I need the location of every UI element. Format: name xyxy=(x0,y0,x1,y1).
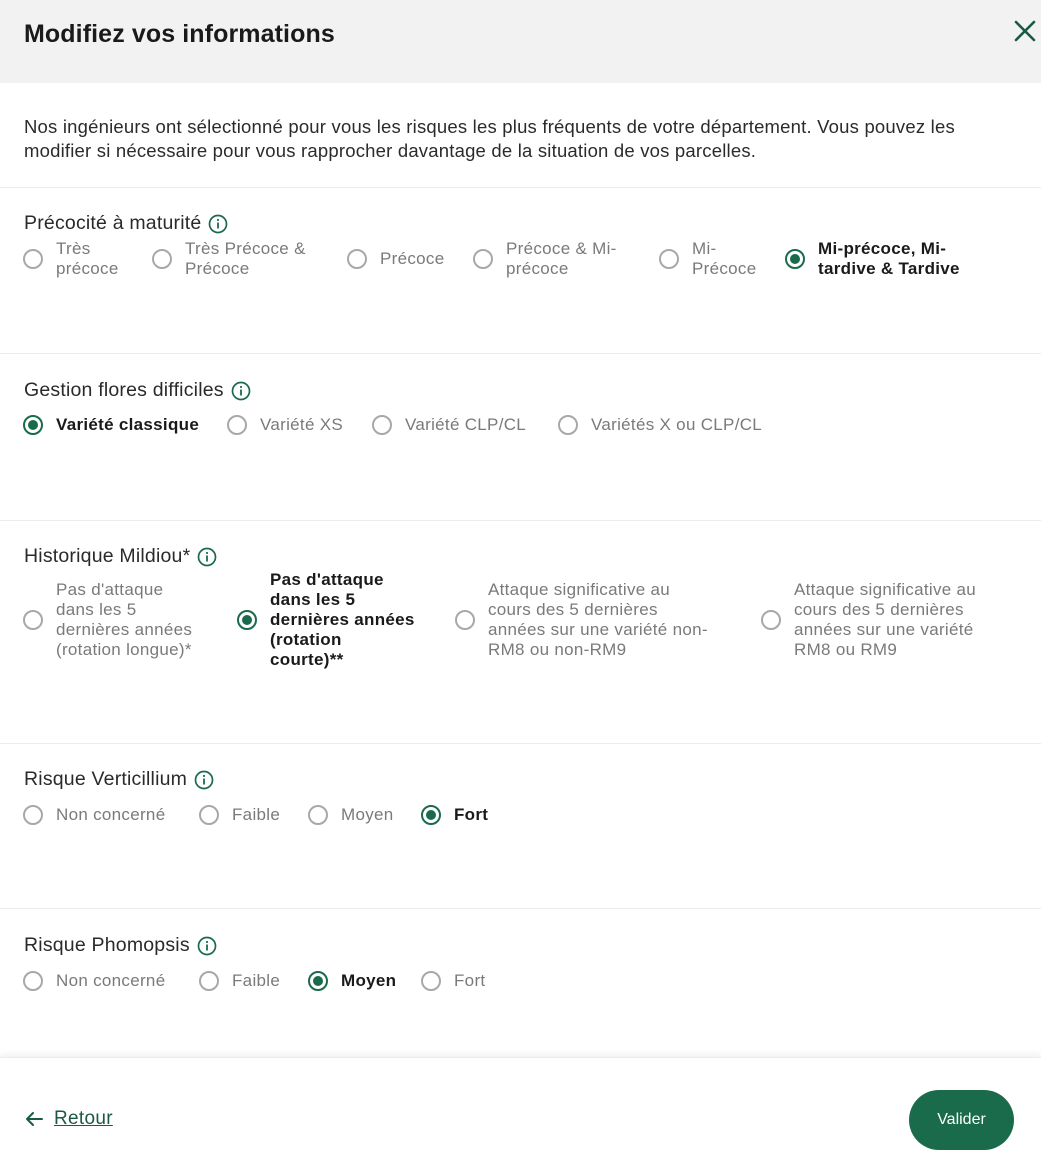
radio-flores-variete-xs[interactable] xyxy=(227,415,343,435)
radio-label: Fort xyxy=(454,971,486,990)
radio-circle[interactable] xyxy=(347,249,367,269)
radio-mildiou-attaque-rm8[interactable] xyxy=(761,580,976,660)
radio-precocite-tres-precoce[interactable] xyxy=(23,239,119,279)
radio-label: Variété XS xyxy=(260,415,344,434)
radio-mildiou-rotation-longue[interactable] xyxy=(23,580,192,660)
info-icon[interactable] xyxy=(208,214,228,234)
radio-label: Non concerné xyxy=(56,971,166,990)
divider xyxy=(0,743,1041,744)
radio-label: Variété classique xyxy=(56,415,200,434)
radio-label: Précoce xyxy=(380,249,445,268)
radio-phomopsis-non-concerne[interactable] xyxy=(23,971,165,991)
radio-precocite-mi-precoce[interactable] xyxy=(659,239,756,279)
close-icon xyxy=(1010,16,1040,46)
radio-verticillium-moyen[interactable] xyxy=(308,805,394,825)
intro-text: Nos ingénieurs ont sélectionné pour vous les risques les plus fréquents de votre département. Vous pouvez les modifier si nécessaire pour vous rapprocher davantage de la situation de vos parcelles. xyxy=(24,116,955,161)
radio-verticillium-faible[interactable] xyxy=(199,805,280,825)
radio-mildiou-attaque-non-rm8[interactable] xyxy=(455,580,708,660)
divider xyxy=(0,187,1041,188)
radio-circle[interactable] xyxy=(473,249,493,269)
validate-button[interactable]: Valider xyxy=(909,1090,1014,1150)
section-title-precocite xyxy=(24,212,228,235)
radio-label: Moyen xyxy=(341,971,397,990)
radio-precocite-precoce[interactable] xyxy=(347,249,444,269)
radio-mildiou-rotation-courte[interactable] xyxy=(237,570,415,670)
divider xyxy=(0,908,1041,909)
radio-phomopsis-faible[interactable] xyxy=(199,971,280,991)
back-link-label[interactable]: Retour xyxy=(54,1108,113,1129)
radio-label: Fort xyxy=(454,805,489,824)
radio-circle[interactable] xyxy=(659,249,679,269)
radio-label: Pas d'attaque dans les 5 dernières années (rotation longue)* xyxy=(56,580,193,659)
section-title-flores xyxy=(24,379,251,402)
radio-circle[interactable] xyxy=(421,805,441,825)
radio-circle[interactable] xyxy=(785,249,805,269)
radio-label: Très précoce xyxy=(56,239,119,278)
radio-label: Attaque significative au cours des 5 dernières années sur une variété non- RM8 ou non-RM9 xyxy=(488,580,708,659)
dialog-footer xyxy=(0,1057,1041,1157)
radio-circle[interactable] xyxy=(308,971,328,991)
info-icon[interactable] xyxy=(197,936,217,956)
section-title-label: Risque Phomopsis xyxy=(24,934,190,956)
arrow-left-icon xyxy=(24,1109,44,1129)
radio-label: Pas d'attaque dans les 5 dernières années (rotation courte)** xyxy=(270,570,415,669)
dialog-header xyxy=(0,0,1041,83)
radio-label: Attaque significative au cours des 5 dernières années sur une variété RM8 ou RM9 xyxy=(794,580,977,659)
radio-circle[interactable] xyxy=(199,971,219,991)
radio-verticillium-non-concerne[interactable] xyxy=(23,805,165,825)
radio-circle[interactable] xyxy=(372,415,392,435)
radio-circle[interactable] xyxy=(23,249,43,269)
radio-circle[interactable] xyxy=(23,971,43,991)
radio-flores-variete-clp-cl[interactable] xyxy=(372,415,526,435)
radio-label: Variétés X ou CLP/CL xyxy=(591,415,763,434)
back-link[interactable] xyxy=(24,1108,113,1130)
radio-circle[interactable] xyxy=(455,610,475,630)
radio-flores-variete-classique[interactable] xyxy=(23,415,199,435)
radio-phomopsis-fort[interactable] xyxy=(421,971,485,991)
radio-circle[interactable] xyxy=(421,971,441,991)
radio-label: Mi- Précoce xyxy=(692,239,757,278)
radio-label: Faible xyxy=(232,971,281,990)
radio-precocite-precoce-mi-precoce[interactable] xyxy=(473,239,617,279)
radio-phomopsis-moyen[interactable] xyxy=(308,971,396,991)
info-icon[interactable] xyxy=(197,547,217,567)
radio-circle[interactable] xyxy=(23,805,43,825)
radio-label: Variété CLP/CL xyxy=(405,415,527,434)
radio-flores-varietes-x-ou-clp-cl[interactable] xyxy=(558,415,762,435)
section-title-label: Historique Mildiou* xyxy=(24,545,191,567)
radio-label: Mi-précoce, Mi- tardive & Tardive xyxy=(818,239,960,278)
section-title-verticillium xyxy=(24,768,214,791)
info-icon[interactable] xyxy=(231,381,251,401)
info-icon[interactable] xyxy=(194,770,214,790)
section-title-label: Gestion flores difficiles xyxy=(24,379,224,401)
radio-circle[interactable] xyxy=(761,610,781,630)
radio-circle[interactable] xyxy=(152,249,172,269)
section-title-label: Précocité à maturité xyxy=(24,212,202,234)
radio-label: Non concerné xyxy=(56,805,166,824)
radio-circle[interactable] xyxy=(23,415,43,435)
section-title-phomopsis xyxy=(24,934,217,957)
radio-label: Très Précoce & Précoce xyxy=(185,239,306,278)
radio-circle[interactable] xyxy=(558,415,578,435)
radio-precocite-mi-precoce-mi-tardive-tardive[interactable] xyxy=(785,239,960,279)
radio-circle[interactable] xyxy=(23,610,43,630)
radio-circle[interactable] xyxy=(199,805,219,825)
radio-label: Moyen xyxy=(341,805,394,824)
radio-label: Faible xyxy=(232,805,281,824)
dialog-title: Modifiez vos informations xyxy=(24,20,335,48)
radio-precocite-tres-precoce-precoce[interactable] xyxy=(152,239,306,279)
section-title-mildiou xyxy=(24,545,217,568)
radio-circle[interactable] xyxy=(227,415,247,435)
divider xyxy=(0,520,1041,521)
radio-verticillium-fort[interactable] xyxy=(421,805,488,825)
radio-circle[interactable] xyxy=(237,610,257,630)
radio-label: Précoce & Mi- précoce xyxy=(506,239,617,278)
divider xyxy=(0,353,1041,354)
close-button[interactable] xyxy=(1010,16,1040,46)
section-title-label: Risque Verticillium xyxy=(24,768,188,790)
radio-circle[interactable] xyxy=(308,805,328,825)
